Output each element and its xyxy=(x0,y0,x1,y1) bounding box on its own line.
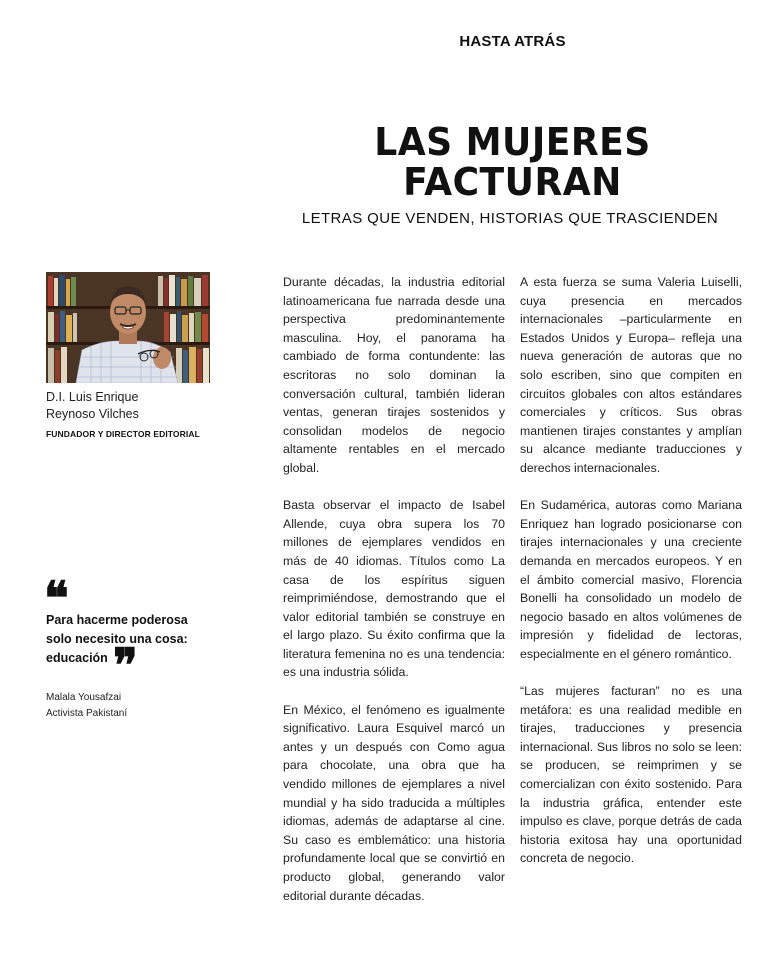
body-paragraph: En Sudamérica, autoras como Mariana Enriquez han logrado posicionarse con tirajes internacionales y una creciente demanda en mercados europeos. Y en el ámbito comercial masivo, Florencia Bonelli ha consolidado un modelo de negocio basado en altos volúmenes de impresión y fidelidad de lectoras, especialmente en el género romántico. xyxy=(520,498,742,661)
pull-quote-line-1: Para hacerme poderosa xyxy=(46,613,188,627)
article-subtitle: LETRAS QUE VENDEN, HISTORIAS QUE TRASCIENDEN xyxy=(301,210,719,227)
author-photo xyxy=(46,272,210,383)
pull-quote-line-3: educación xyxy=(46,651,108,665)
quote-attribution xyxy=(46,690,216,722)
pull-quote-line-2: solo necesito una cosa: xyxy=(46,632,188,646)
article-body-right-column xyxy=(520,273,742,887)
quote-attribution-name: Malala Yousafzai xyxy=(46,692,122,703)
article-title-line-2: FACTURAN xyxy=(403,160,622,204)
body-paragraph: A esta fuerza se suma Valeria Luiselli, cuya presencia en mercados internacionales –particularmente en Estados Unidos y Europa– refleja una nueva generación de autoras que no solo escriben, sino que compiten en circuitos globales con altos estándares comerciales y críticos. Sus obras mantienen tirajes constantes y amplían su alcance mediante traducciones y derechos internacionales. xyxy=(520,275,742,475)
author-name-line-2: Reynoso Vilches xyxy=(46,407,139,421)
body-paragraph: “Las mujeres facturan” no es una metáfora: es una realidad medible en tirajes, traducciones y presencia internacional. Sus libros no solo se leen: se producen, se reimprimen y se comercializan con éxito sostenido. Para la industria gráfica, entender este impulso es clave, porque detrás de cada historia exitosa hay una oportunidad concreta de negocio. xyxy=(520,684,742,866)
body-paragraph: Basta observar el impacto de Isabel Allende, cuya obra supera los 70 millones de ejemplares vendidos en más de 40 idiomas. Títulos como La casa de los espíritus siguen reimprimiéndose, demostrando que el valor editorial también se construye en el largo plazo. Su éxito confirma que la literatura femenina no es una tendencia: es una industria sólida. xyxy=(283,498,505,680)
body-paragraph: En México, el fenómeno es igualmente significativo. Laura Esquivel marcó un antes y un después con Como agua para chocolate, una obra que ha vendido millones de ejemplares a nivel mundial y ha sido traducida a múltiples idiomas, además de adaptarse al cine. Su caso es emblemático: una historia profundamente local que se convirtió en producto global, generando valor editorial durante décadas. xyxy=(283,702,505,903)
author-name xyxy=(46,389,216,423)
quote-open-mark-icon: ❝ xyxy=(44,571,69,625)
author-name-line-1: D.I. Luis Enrique xyxy=(46,390,139,404)
article-body-left-column xyxy=(283,273,505,924)
quote-close-mark-icon: ❞ xyxy=(113,638,138,692)
author-role: FUNDADOR Y DIRECTOR EDITORIAL xyxy=(46,429,200,439)
section-label: HASTA ATRÁS xyxy=(459,33,566,50)
quote-attribution-role: Activista Pakistaní xyxy=(46,708,128,719)
body-paragraph: Durante décadas, la industria editorial latinoamericana fue narrada desde una perspectiva predominantemente masculina. Hoy, el panorama ha cambiado de forma contundente: las escritoras no solo dominan la conversación cultural, también lideran ventas, generan tirajes sostenidos y consolidan modelos de negocio altamente rentables en el mercado global. xyxy=(283,275,505,475)
article-title xyxy=(339,122,686,202)
article-title-line-1: LAS MUJERES xyxy=(374,120,651,164)
